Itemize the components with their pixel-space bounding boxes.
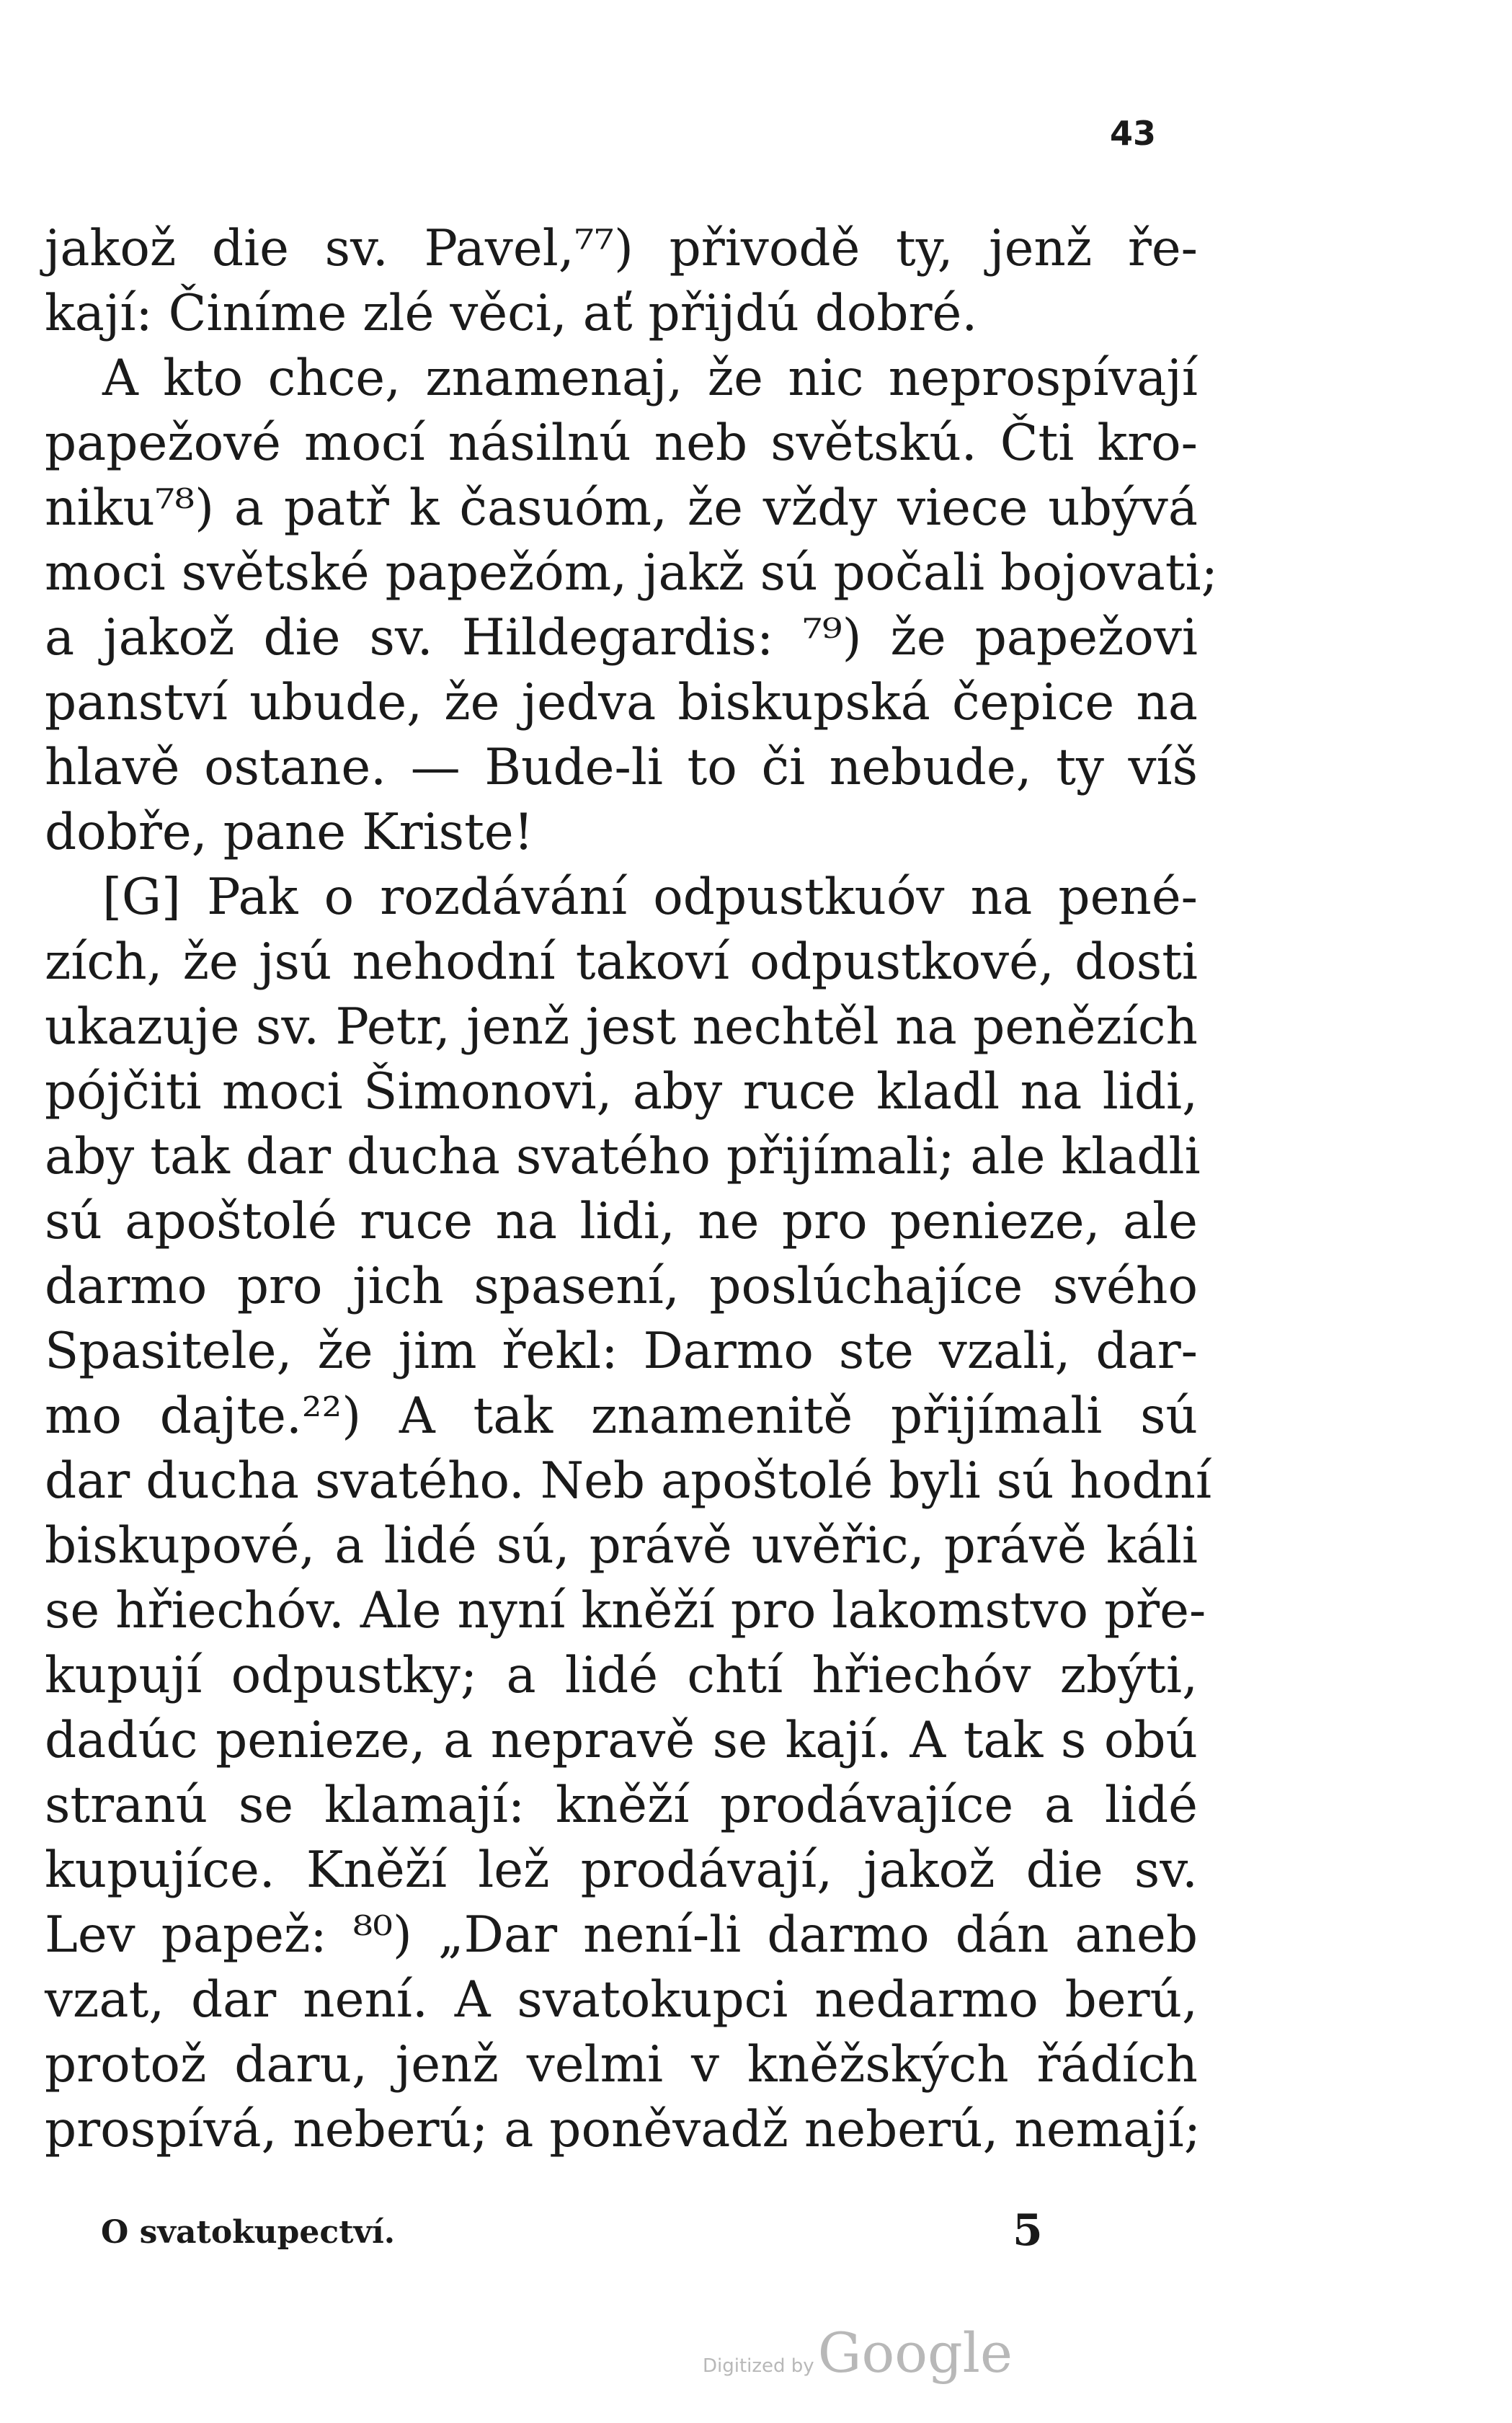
text-line: Spasitele, že jim řekl: Darmo ste vzali, dar- xyxy=(45,1322,1198,1380)
text-line: panství ubude, že jedva biskupská čepice na xyxy=(45,674,1198,732)
signature-mark: O svatokupectví. xyxy=(101,2214,396,2251)
text-line: prospívá, neberú; a poněvadž neberú, nemají; xyxy=(45,2101,1201,2159)
watermark-prefix: Digitized by xyxy=(703,2355,814,2377)
google-logo: Google xyxy=(817,2321,1013,2385)
text-line: jakož die sv. Pavel,⁷⁷) přivodě ty, jenž ře- xyxy=(45,220,1198,277)
text-line: Lev papež: ⁸⁰) „Dar není-li darmo dán aneb xyxy=(45,1906,1198,1964)
text-line: dadúc penieze, a nepravě se kají. A tak s obú xyxy=(45,1712,1198,1769)
text-line: vzat, dar není. A svatokupci nedarmo berú, xyxy=(45,1971,1198,2029)
text-line: hlavě ostane. — Bude-li to či nebude, ty víš xyxy=(45,739,1198,796)
text-line: niku⁷⁸) a patř k časuóm, že vždy viece ubývá xyxy=(45,479,1198,537)
text-line: dobře, pane Kriste! xyxy=(45,804,534,861)
text-line: kají: Činíme zlé věci, ať přijdú dobré. xyxy=(45,285,978,342)
text-line: sú apoštolé ruce na lidi, ne pro penieze, ale xyxy=(45,1193,1198,1250)
text-line: zích, že jsú nehodní takoví odpustkové, dosti xyxy=(45,933,1198,991)
text-line: protož daru, jenž velmi v kněžských řádích xyxy=(45,2036,1198,2094)
text-line: ukazuje sv. Petr, jenž jest nechtěl na penězích xyxy=(45,998,1198,1056)
text-line: kupují odpustky; a lidé chtí hřiechóv zbýti, xyxy=(45,1647,1198,1704)
text-line: biskupové, a lidé sú, právě uvěřic, právě káli xyxy=(45,1517,1198,1575)
text-line: se hřiechóv. Ale nyní kněží pro lakomstvo pře- xyxy=(45,1582,1206,1640)
text-line: pójčiti moci Šimonovi, aby ruce kladl na lidi, xyxy=(45,1063,1198,1121)
text-line: mo dajte.²²) A tak znamenitě přijímali sú xyxy=(45,1387,1198,1445)
text-line: [G] Pak o rozdávání odpustkuóv na pené- xyxy=(102,868,1198,926)
text-line: darmo pro jich spasení, poslúchajíce svého xyxy=(45,1258,1198,1315)
text-line: moci světské papežóm, jakž sú počali bojovati; xyxy=(45,544,1218,602)
page-number: 43 xyxy=(1110,114,1157,153)
text-line: kupujíce. Kněží lež prodávají, jakož die sv. xyxy=(45,1841,1198,1899)
body-text xyxy=(45,216,1218,2162)
text-line: dar ducha svatého. Neb apoštolé byli sú hodní xyxy=(45,1452,1212,1510)
text-line: a jakož die sv. Hildegardis: ⁷⁹) že papežovi xyxy=(45,609,1198,667)
sheet-number: 5 xyxy=(1013,2205,1043,2256)
text-line: papežové mocí násilnú neb světskú. Čti kro- xyxy=(45,414,1198,472)
digitization-watermark xyxy=(703,2321,1013,2385)
text-line: A kto chce, znamenaj, že nic neprospívají xyxy=(102,350,1198,407)
text-line: aby tak dar ducha svatého přijímali; ale kladli xyxy=(45,1128,1201,1186)
text-line: stranú se klamají: kněží prodávajíce a lidé xyxy=(45,1777,1198,1834)
